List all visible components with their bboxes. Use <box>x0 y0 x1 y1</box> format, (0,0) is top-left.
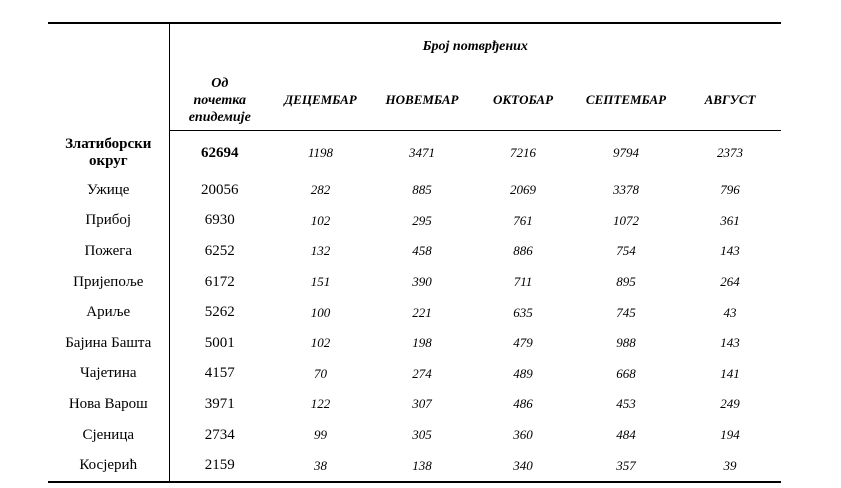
column-header-total-line: епидемије <box>188 109 251 125</box>
month-cell: 274 <box>412 365 432 381</box>
total-cell: 6930 <box>204 212 235 229</box>
column-header-total <box>169 70 270 131</box>
month-cell: 886 <box>513 243 533 259</box>
municipality-name: Прибој <box>48 206 169 237</box>
month-cell: 484 <box>616 427 636 443</box>
total-cell: 62694 <box>201 144 239 161</box>
total-cell: 4157 <box>204 365 235 382</box>
month-cell: 7216 <box>510 145 536 160</box>
month-cell: 340 <box>473 450 573 482</box>
summary-row <box>48 131 781 176</box>
group-header-row <box>48 23 781 70</box>
month-cell: 796 <box>720 182 740 198</box>
table-row <box>48 450 781 482</box>
month-cell: 479 <box>513 335 533 351</box>
month-cell: 39 <box>679 450 781 482</box>
month-cell: 141 <box>720 365 740 381</box>
month-cell: 2069 <box>510 182 536 198</box>
municipality-name: Нова Варош <box>48 389 169 420</box>
column-header-august: АВГУСТ <box>679 70 781 131</box>
district-name-line: Златиборски <box>65 135 152 152</box>
month-cell: 1072 <box>613 212 639 228</box>
municipality-name: Чајетина <box>48 359 169 390</box>
municipality-name: Бајина Башта <box>48 328 169 359</box>
month-cell: 102 <box>310 212 331 228</box>
district-name-line: округ <box>88 152 128 169</box>
month-cell: 43 <box>723 304 737 320</box>
month-cell: 668 <box>616 365 636 381</box>
table-row <box>48 420 781 451</box>
month-cell: 635 <box>513 304 533 320</box>
total-cell: 6252 <box>204 242 235 259</box>
month-cell: 458 <box>412 243 432 259</box>
month-cell: 264 <box>720 274 740 290</box>
month-cell: 453 <box>616 396 636 412</box>
municipality-name: Пријепоље <box>48 267 169 298</box>
total-cell: 3971 <box>204 395 235 412</box>
total-cell: 5001 <box>204 334 235 351</box>
month-cell: 357 <box>573 450 679 482</box>
total-cell: 2159 <box>169 450 270 482</box>
month-cell: 194 <box>720 427 740 443</box>
table-row <box>48 389 781 420</box>
total-cell: 2734 <box>204 426 235 443</box>
month-cell: 70 <box>314 365 327 381</box>
table-row <box>48 236 781 267</box>
covid-cases-table <box>48 22 781 483</box>
month-cell: 198 <box>412 335 432 351</box>
month-cell: 711 <box>513 274 533 290</box>
table-row <box>48 328 781 359</box>
month-cell: 489 <box>513 365 533 381</box>
month-cell: 102 <box>310 335 331 351</box>
group-header: Број потврђених <box>169 23 781 70</box>
month-cell: 486 <box>513 396 533 412</box>
month-cell: 754 <box>616 243 636 259</box>
column-header-december: ДЕЦЕМБАР <box>270 70 371 131</box>
corner-cell <box>48 23 169 131</box>
table-row <box>48 206 781 237</box>
month-cell: 249 <box>720 396 740 412</box>
month-cell: 390 <box>412 274 432 290</box>
month-cell: 3471 <box>409 145 435 160</box>
month-cell: 761 <box>513 212 533 228</box>
table-row <box>48 297 781 328</box>
month-cell: 745 <box>616 304 636 320</box>
district-name <box>48 131 169 176</box>
month-cell: 305 <box>412 427 432 443</box>
month-cell: 122 <box>310 396 331 412</box>
month-cell: 2373 <box>717 145 744 160</box>
month-cell: 1198 <box>307 145 334 160</box>
month-cell: 282 <box>310 182 331 198</box>
total-cell: 20056 <box>201 181 239 198</box>
column-header-november: НОВЕМБАР <box>371 70 473 131</box>
column-header-october: ОКТОБАР <box>473 70 573 131</box>
table-row <box>48 175 781 206</box>
municipality-name: Ариље <box>48 297 169 328</box>
month-cell: 100 <box>310 304 331 320</box>
month-cell: 307 <box>412 396 432 412</box>
table-row <box>48 359 781 390</box>
municipality-name: Ужице <box>48 175 169 206</box>
month-cell: 895 <box>616 274 636 290</box>
column-header-total-line: Од <box>211 75 229 91</box>
month-cell: 3378 <box>613 182 639 198</box>
month-cell: 151 <box>310 274 331 290</box>
month-cell: 221 <box>412 304 432 320</box>
total-cell: 6172 <box>204 273 235 290</box>
total-cell: 5262 <box>204 304 235 321</box>
month-cell: 9794 <box>613 145 639 160</box>
month-cell: 360 <box>513 427 533 443</box>
month-cell: 295 <box>412 212 432 228</box>
month-cell: 143 <box>720 243 740 259</box>
month-cell: 988 <box>616 335 636 351</box>
municipality-name: Сјеница <box>48 420 169 451</box>
month-cell: 143 <box>720 335 740 351</box>
month-cell: 885 <box>412 182 432 198</box>
month-cell: 361 <box>720 212 740 228</box>
month-cell: 132 <box>310 243 331 259</box>
month-cell: 99 <box>314 427 327 443</box>
table-row <box>48 267 781 298</box>
column-header-september: СЕПТЕМБАР <box>573 70 679 131</box>
column-header-total-line: почетка <box>193 92 246 108</box>
municipality-name: Пожега <box>48 236 169 267</box>
month-cell: 138 <box>371 450 473 482</box>
month-cell: 38 <box>270 450 371 482</box>
municipality-name: Косјерић <box>48 450 169 482</box>
